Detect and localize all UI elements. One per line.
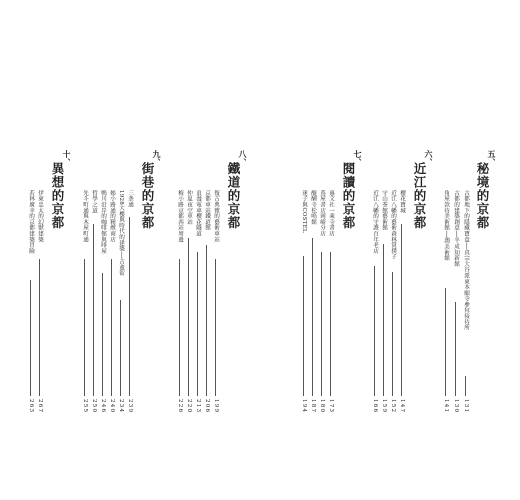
entry-title: 伊東忠太的幻獸建築 — [37, 190, 43, 243]
toc-entry[interactable] — [117, 190, 124, 435]
toc-entry[interactable] — [99, 190, 106, 435]
chapter-title: 鐵道的京都 — [226, 162, 241, 230]
entry-title: 京都車站鐵道館 — [204, 190, 210, 231]
leader-line — [465, 376, 466, 396]
leader-line — [84, 259, 85, 396]
leader-line — [383, 244, 384, 396]
toc-entry[interactable] — [371, 190, 378, 435]
leader-line — [401, 224, 402, 396]
entry-title: 1928大樓與時代的建築──古董街 — [118, 190, 124, 276]
entry-page-number: 141 — [443, 399, 449, 414]
entry-page-number: 173 — [328, 399, 334, 414]
leader-line — [188, 238, 189, 396]
chapter-number: 六、 — [424, 150, 434, 166]
toc-entry[interactable] — [126, 190, 133, 435]
toc-entry[interactable] — [185, 190, 192, 435]
entry-title: 先斗町通與木屋町通 — [82, 190, 88, 243]
entry-title: 梅小路京都西站周邊 — [177, 190, 183, 243]
leader-line — [374, 266, 375, 396]
toc-entry[interactable] — [194, 190, 201, 435]
toc-entry[interactable] — [380, 190, 387, 435]
chapter-number: 八、 — [238, 150, 248, 166]
toc-entry[interactable] — [442, 190, 449, 435]
entry-page-number: 220 — [186, 399, 192, 414]
entry-title: 近江八幡的藝術森林賞撲子 — [390, 190, 396, 260]
toc-entry[interactable] — [212, 190, 219, 435]
leader-line — [93, 224, 94, 396]
toc-entry[interactable] — [318, 190, 325, 435]
entry-title: 姊小路通的精緻商店 — [109, 190, 115, 243]
entry-title: 哲學之道 — [91, 190, 97, 214]
entry-page-number: 147 — [399, 399, 405, 414]
leader-line — [30, 280, 31, 396]
entry-page-number: 152 — [390, 399, 396, 414]
toc-entry[interactable] — [108, 190, 115, 435]
entry-page-number: 199 — [213, 399, 219, 414]
toc-entry[interactable] — [462, 190, 469, 435]
leader-line — [129, 217, 130, 396]
entry-page-number: 226 — [177, 399, 183, 414]
entry-page-number: 130 — [453, 399, 459, 414]
chapter-number: 七、 — [353, 150, 363, 166]
leader-line — [111, 259, 112, 396]
leader-line — [392, 272, 393, 396]
chapter-title: 異想的京都 — [50, 162, 65, 230]
entry-page-number: 246 — [100, 399, 106, 414]
leader-line — [330, 252, 331, 396]
toc-entry[interactable] — [398, 190, 405, 435]
entry-page-number: 263 — [28, 399, 34, 414]
toc-entry[interactable] — [90, 190, 97, 435]
entry-title: 浪漫電車櫻花隧道 — [195, 190, 201, 237]
leader-line — [455, 302, 456, 396]
leader-line — [197, 252, 198, 396]
entry-title: 鴨川沿岸的咖啡館與啡屋 — [100, 190, 106, 254]
entry-title: 櫻花寶城 — [399, 190, 405, 214]
chapter-number: 五、 — [487, 150, 497, 166]
leader-line — [120, 300, 121, 396]
entry-page-number: 239 — [127, 399, 133, 414]
toc-entry[interactable] — [36, 190, 43, 435]
entry-page-number: 194 — [301, 399, 307, 414]
chapter-number: 九、 — [152, 150, 162, 166]
entry-title: 近江八幡的守護百年老店 — [372, 190, 378, 254]
toc-entry[interactable] — [27, 190, 34, 435]
entry-page-number: 234 — [118, 399, 124, 414]
entry-page-number: 240 — [109, 399, 115, 414]
chapter-title: 閱讀的京都 — [341, 162, 356, 230]
toc-entry[interactable] — [176, 190, 183, 435]
entry-page-number: 206 — [204, 399, 210, 414]
leader-line — [321, 252, 322, 396]
entry-title: 仲夏夜空車站 — [186, 190, 192, 225]
chapter-title: 秘境的京都 — [475, 162, 490, 230]
entry-page-number: 166 — [372, 399, 378, 414]
entry-page-number: 159 — [381, 399, 387, 414]
entry-page-number: 213 — [195, 399, 201, 414]
entry-page-number: 187 — [310, 399, 316, 414]
entry-page-number: 255 — [82, 399, 88, 414]
entry-page-number: 267 — [37, 399, 43, 414]
toc-entry[interactable] — [81, 190, 88, 435]
chapter-title: 近江的京都 — [412, 162, 427, 230]
entry-page-number: 250 — [91, 399, 97, 414]
leader-line — [206, 245, 207, 396]
entry-title: 醍醐寺松鳴館 — [310, 190, 316, 225]
chapter-title: 街巷的京都 — [140, 162, 155, 230]
leader-line — [179, 259, 180, 396]
leader-line — [312, 238, 313, 396]
entry-page-number: 131 — [463, 399, 469, 414]
toc-entry[interactable] — [309, 190, 316, 435]
entry-title: 古都地下的隱藏寶盒──真宗大谷派東本願寺參拜接待所 — [463, 190, 469, 331]
entry-title: 復古典雅的藝術車站 — [213, 190, 219, 243]
toc-entry[interactable] — [203, 190, 210, 435]
chapter-number: 十、 — [62, 150, 72, 166]
leader-line — [303, 256, 304, 396]
entry-page-number: 180 — [319, 399, 325, 414]
leader-line — [39, 259, 40, 396]
entry-title: 惠文社一乘寺書店 — [328, 190, 334, 237]
entry-title: 若林廣幸的京都建築冒險 — [28, 190, 34, 254]
entry-title: 守山茶館藝術館 — [381, 190, 387, 231]
entry-title: 角屋款待美術館──潤美術館 — [443, 190, 449, 261]
toc-entry[interactable] — [452, 190, 459, 435]
toc-entry[interactable] — [300, 190, 307, 435]
entry-title: 三条通 — [127, 190, 133, 208]
leader-line — [445, 288, 446, 396]
leader-line — [102, 273, 103, 396]
entry-title: 迷子與COSTEL — [301, 190, 307, 233]
entry-title: 古都的建築創意──半成知新館 — [453, 190, 459, 267]
entry-title: 蔦屋書店岡崎分店 — [319, 190, 325, 237]
leader-line — [215, 259, 216, 396]
toc-entry[interactable] — [327, 190, 334, 435]
toc-entry[interactable] — [389, 190, 396, 435]
